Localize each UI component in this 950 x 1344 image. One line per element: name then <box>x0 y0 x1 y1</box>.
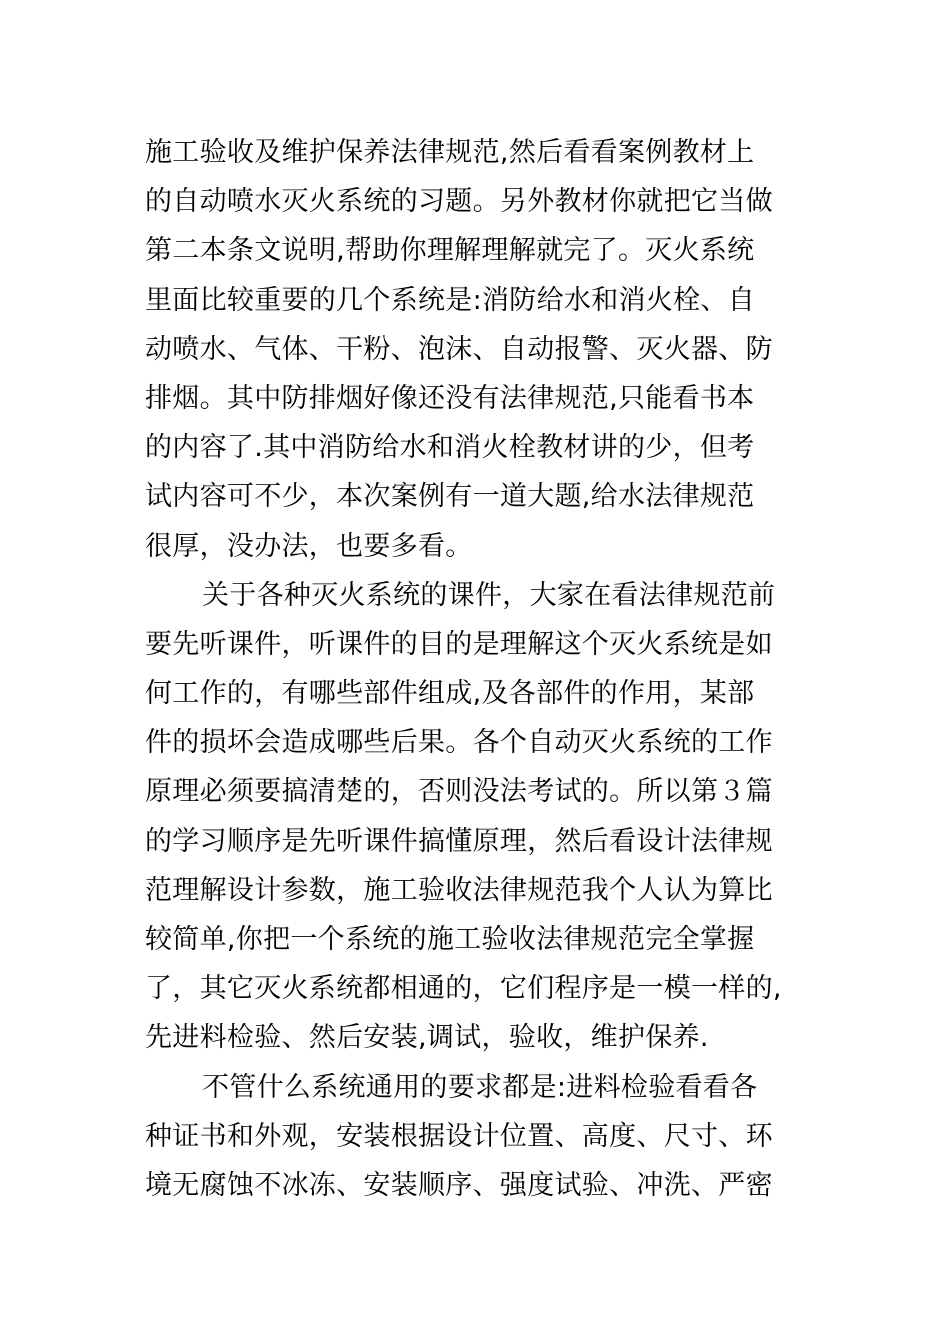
text-line: 件的损坏会造成哪些后果。各个自动灭火系统的工作 <box>145 727 773 759</box>
text-line: 要先听课件，听课件的目的是理解这个灭火系统是如 <box>145 628 773 660</box>
text-line: 很厚，没办法，也要多看。 <box>145 530 473 562</box>
text-line: 原理必须要搞清楚的，否则没法考试的。所以第３篇 <box>145 776 773 808</box>
text-line: 先进料检验、然后安装,调试，验收，维护保养. <box>145 1022 709 1054</box>
paragraph-first-line: 关于各种灭火系统的课件，大家在看法律规范前 <box>202 579 776 611</box>
text-line: 排烟。其中防排烟好像还没有法律规范,只能看书本 <box>145 382 755 414</box>
text-line: 的学习顺序是先听课件搞懂原理，然后看设计法律规 <box>145 825 773 857</box>
text-line: 的内容了.其中消防给水和消火栓教材讲的少，但考 <box>145 432 755 464</box>
text-line: 动喷水、气体、干粉、泡沫、自动报警、灭火器、防 <box>145 333 773 365</box>
text-line: 施工验收及维护保养法律规范,然后看看案例教材上 <box>145 137 755 168</box>
text-line: 的自动喷水灭火系统的习题。另外教材你就把它当做 <box>145 186 773 218</box>
text-line: 范理解设计参数，施工验收法律规范我个人认为算比 <box>145 874 773 906</box>
body-text <box>145 128 825 1210</box>
paragraph-first-line: 不管什么系统通用的要求都是:进料检验看看各 <box>202 1071 758 1103</box>
text-line: 较简单,你把一个系统的施工验收法律规范完全掌握 <box>145 924 755 955</box>
text-line: 了，其它灭火系统都相通的，它们程序是一模一样的, <box>145 973 782 1005</box>
text-line: 境无腐蚀不冰冻、安装顺序、强度试验、冲洗、严密 <box>145 1169 773 1201</box>
text-line: 试内容可不少，本次案例有一道大题,给水法律规范 <box>145 481 755 513</box>
text-line: 种证书和外观，安装根据设计位置、高度、尺寸、环 <box>145 1120 773 1152</box>
text-line: 里面比较重要的几个系统是:消防给水和消火栓、自 <box>145 284 755 316</box>
text-line: 第二本条文说明,帮助你理解理解就完了。灭火系统 <box>145 235 755 267</box>
text-line: 何工作的，有哪些部件组成,及各部件的作用，某部 <box>145 678 755 710</box>
